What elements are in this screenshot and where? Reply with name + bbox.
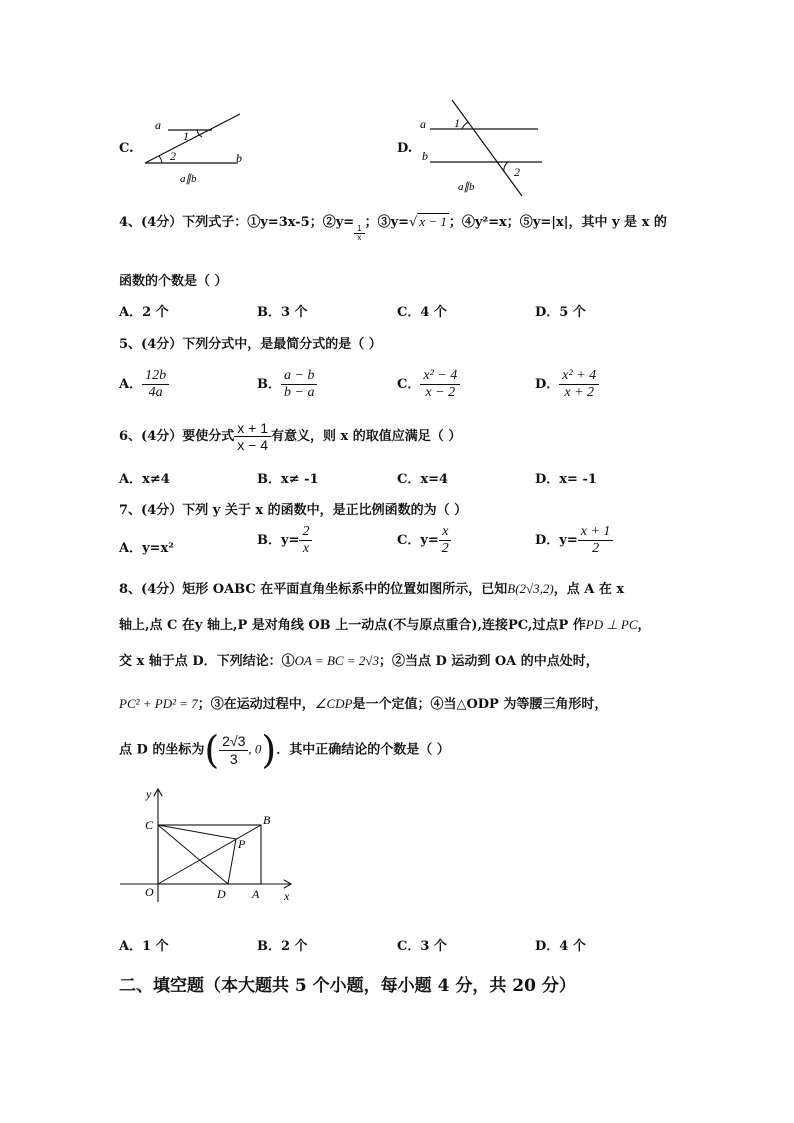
q6-text-a: 6、(4分）要使分式 [119,429,235,445]
q6-option-a: A．x≠4 [119,472,170,487]
q5-c-fraction [420,368,460,401]
math-pc-pd: PC² + PD² = 7 [119,696,198,711]
fraction-numerator: x + 1 [234,420,271,437]
q8-option-a: A．1 个 [119,939,169,954]
option-label: C．y= [397,533,439,549]
q4-fraction [354,225,364,242]
fraction-numerator: x² + 4 [559,368,599,385]
text: ；③在运动过程中， [197,697,315,712]
figure-rectangle-oabc [118,784,298,908]
angle-1-label: 1 [183,129,189,143]
q7-option-d [535,524,613,557]
line-b-label: b [422,149,428,163]
fraction-denominator: 2 [441,541,449,557]
text: ， [637,618,651,633]
fraction-numerator: 2√3 [219,733,248,750]
q6-fraction [234,420,271,453]
option-d-letter: D. [397,141,413,156]
text: ；②当点 D 运动到 OA 的中点处时， [379,654,599,669]
option-label: D．y= [535,533,578,549]
text: 点 D 的坐标为 [119,742,205,758]
question-6-stem [119,420,461,453]
point-p-label: P [238,837,246,851]
text: 交 x 轴于点 D．下列结论：① [119,654,295,669]
fraction-denominator: 2 [592,541,600,557]
fraction-denominator: x [302,541,310,557]
q8-fraction [219,733,248,766]
option-label: C． [397,377,421,393]
q5-a-fraction [142,368,169,401]
q8-option-b: B．2 个 [257,939,308,954]
angle-2-label: 2 [514,165,520,179]
fraction-denominator: x [357,233,362,242]
fraction-denominator: 4a [148,385,163,401]
option-label: B． [257,377,281,393]
line-b-label: b [236,151,242,165]
question-8-line4 [119,693,607,712]
angle-1-label: 1 [454,116,460,130]
fraction-numerator: 1 [354,225,364,234]
text: 是一个定值；④当△ODP 为等腰三角形时， [352,697,608,712]
fraction-numerator: x [439,524,451,541]
q5-b-fraction [281,368,317,401]
math-oa-bc: OA = BC = 2√3 [294,653,379,668]
q7-option-a: A．y=x² [119,541,174,556]
q8-option-c: C．3 个 [397,939,447,954]
q6-option-c: C．x=4 [397,472,449,487]
question-8-line1 [119,578,624,597]
option-label: D． [535,377,560,393]
option-label: A． [119,377,143,393]
angle-2-label: 2 [170,149,176,163]
fraction-denominator: x − 2 [425,385,456,401]
question-5-stem: 5、(4分）下列分式中，是最简分式的是（ ） [119,337,382,352]
q6-text-b: 有意义，则 x 的取值应满足（ ） [271,429,462,445]
q5-d-fraction [559,368,599,401]
fraction-denominator: x + 2 [564,385,595,401]
line-a-label: a [420,117,426,131]
option-c-letter: C. [119,141,134,156]
q4-option-d: D．5 个 [535,305,586,320]
q7-b-fraction [299,524,312,557]
fraction-denominator: 3 [229,750,238,767]
coordinate-tail: , 0 [248,741,262,757]
caption: a∥b [458,181,475,193]
section-2-heading: 二、填空题（本大题共 5 个小题，每小题 4 分，共 20 分） [119,976,576,996]
fraction-denominator: b − a [284,385,315,401]
fraction-numerator: 12b [142,368,169,385]
question-4-line2: 函数的个数是（ ） [119,274,228,289]
question-8-line3 [119,650,599,669]
q4-text-b: ；③y= [364,215,410,230]
text: 轴上,点 C 在y 轴上,P 是对角线 OB 上一动点(不与原点重合),连接PC,过点P 作 [119,618,586,633]
x-axis-label: x [284,889,290,903]
q5-option-b [257,368,317,401]
text: ，点 A 在 x [553,582,625,597]
fraction-numerator: x² − 4 [420,368,460,385]
q4-option-c: C．4 个 [397,305,447,320]
q4-radicand: x − 1 [419,214,447,229]
q4-text-c: ；④y²=x；⑤y=|x|，其中 y 是 x 的 [448,215,667,230]
math-b-coordinates: B(2√3,2) [507,581,554,596]
question-4-stem: 4、(4分）下列式子：①y=3x-5；②y= $\frac{1}{x}$ ；③y=√ x − 1 ；④y²=x；⑤y=|x|，其中 y 是 x 的 [119,214,667,242]
point-o-label: O [145,885,154,899]
y-axis-label: y [146,787,152,801]
q6-option-b: B．x≠ -1 [257,472,319,487]
q4-option-a: A．2 个 [119,305,169,320]
text: 8、(4分）矩形 OABC 在平面直角坐标系中的位置如图所示，已知 [119,582,508,597]
q4-option-b: B．3 个 [257,305,308,320]
question-7-stem: 7、(4分）下列 y 关于 x 的函数中，是正比例函数的为（ ） [119,503,468,518]
fraction-numerator: a − b [281,368,317,385]
q8-option-d: D．4 个 [535,939,586,954]
q7-d-fraction [578,524,614,557]
point-a-label: A [252,887,260,901]
text: ．其中正确结论的个数是（ ） [276,742,450,758]
figure-d [418,96,548,200]
q5-option-d [535,368,599,401]
fraction-denominator: x − 4 [237,437,268,454]
q5-option-a [119,368,169,401]
caption: a∥b [180,173,197,185]
q4-text-a: 4、(4分）下列式子：①y=3x-5；②y= [119,215,355,230]
figure-c [140,108,255,188]
fraction-numerator: 2 [299,524,312,541]
fraction-numerator: x + 1 [578,524,614,541]
point-b-label: B [263,813,271,827]
q7-c-fraction [439,524,452,557]
q7-option-b [257,524,312,557]
point-c-label: C [145,818,154,832]
q7-option-c [397,524,452,557]
point-d-label: D [217,887,226,901]
q5-option-c [397,368,460,401]
question-8-line5: 点 D 的坐标为( $\frac{2√3}{3}$ , 0)．其中正确结论的个数是（ ） [119,728,450,772]
math-angle-cdp: ∠CDP [314,696,353,711]
option-label: B．y= [257,533,300,549]
line-a-label: a [155,118,161,132]
question-8-line2 [119,614,651,633]
math-perpendicular: PD ⊥ PC [585,617,638,632]
q6-option-d: D．x= -1 [535,472,597,487]
